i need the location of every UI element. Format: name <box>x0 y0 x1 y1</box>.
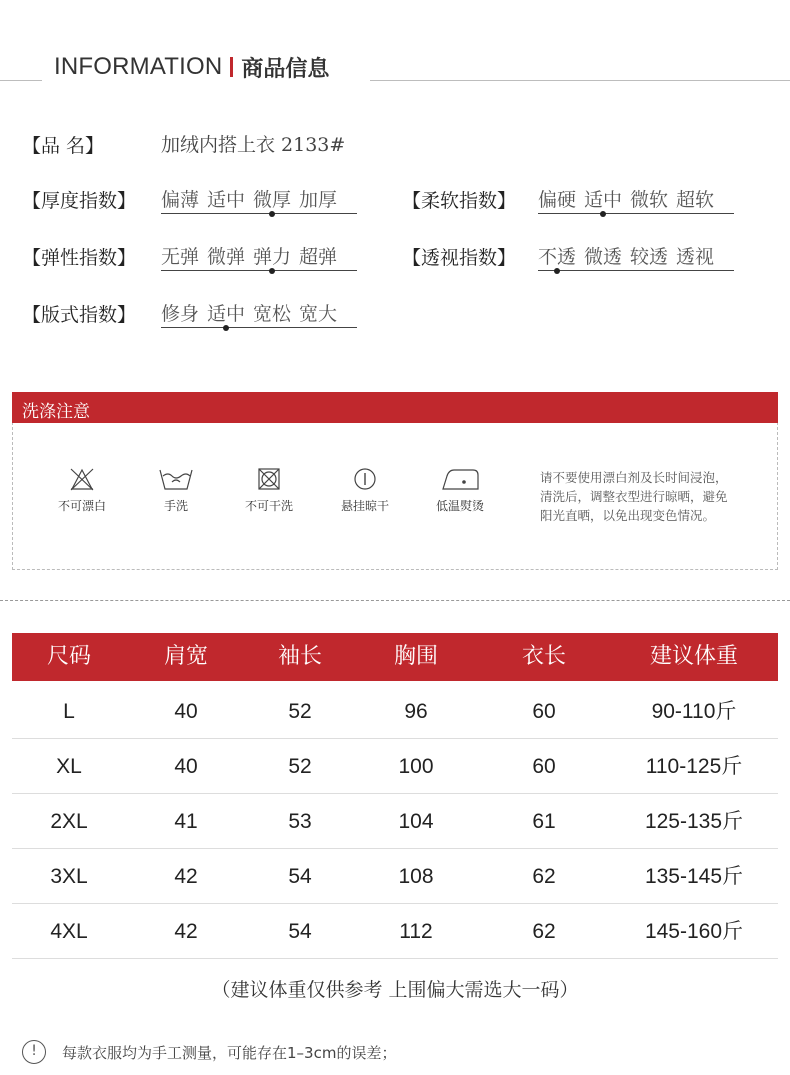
section-header <box>54 52 329 82</box>
low-iron-icon <box>440 467 480 491</box>
transparency-index-label: 【透视指数】 <box>402 247 517 269</box>
cell-chest: 112 <box>399 920 433 943</box>
elasticity-option: 无弹 <box>161 246 200 268</box>
care-label: 悬挂晾干 <box>340 499 389 513</box>
size-table-header <box>12 633 778 681</box>
disclaimer-text: 每款衣服均为手工测量，可能存在1–3cm的误差； <box>62 1043 397 1062</box>
header-line-left <box>0 80 42 81</box>
cell-shoulder: 42 <box>174 865 198 888</box>
length-column-header: 衣长 <box>521 644 566 669</box>
cell-shoulder: 41 <box>174 810 198 833</box>
wash-care-title: 洗涤注意 <box>22 402 90 422</box>
chest-column-header: 胸围 <box>393 644 438 669</box>
thickness-scale-marker <box>269 211 275 217</box>
thickness-option: 微厚 <box>253 189 292 211</box>
care-low-iron <box>415 467 505 514</box>
cell-chest: 108 <box>398 865 434 888</box>
cell-shoulder: 40 <box>174 755 198 778</box>
transparency-scale-line <box>538 270 734 271</box>
care-no-bleach <box>37 467 127 514</box>
thickness-scale <box>161 185 337 212</box>
cell-sleeve: 52 <box>288 700 312 723</box>
cell-size: XL <box>56 755 82 778</box>
fit-option: 宽松 <box>253 303 292 325</box>
no-bleach-icon <box>68 467 96 491</box>
wash-note-line: 请不要使用漂白剂及长时间浸泡， <box>540 470 728 485</box>
hand-wash-icon <box>158 467 194 491</box>
softness-index-label: 【柔软指数】 <box>402 190 517 212</box>
cell-shoulder: 42 <box>174 920 198 943</box>
weight-column-header: 建议体重 <box>649 644 738 669</box>
measurement-disclaimer <box>22 1040 396 1064</box>
header-line-right <box>370 80 790 81</box>
transparency-option: 透视 <box>676 246 715 268</box>
wash-note-line: 清洗后，调整衣型进行晾晒，避免 <box>540 489 728 504</box>
fit-scale-line <box>161 327 357 328</box>
cell-weight: 145-160斤 <box>644 920 744 943</box>
cell-weight: 125-135斤 <box>644 810 744 833</box>
shoulder-column-header: 肩宽 <box>163 644 208 669</box>
fit-option: 适中 <box>207 303 246 325</box>
elasticity-scale-line <box>161 270 357 271</box>
section-separator <box>0 600 790 601</box>
cell-chest: 104 <box>398 810 434 833</box>
exclamation-icon: ! <box>22 1040 46 1064</box>
cell-length: 62 <box>532 920 556 943</box>
elasticity-option: 弹力 <box>253 246 292 268</box>
cell-sleeve: 54 <box>288 865 312 888</box>
cell-sleeve: 54 <box>288 920 312 943</box>
cell-sleeve: 53 <box>288 810 312 833</box>
cell-length: 61 <box>532 810 556 833</box>
softness-option: 微软 <box>630 189 669 211</box>
transparency-option: 不透 <box>538 246 577 268</box>
table-row <box>12 849 778 904</box>
table-row <box>12 739 778 794</box>
thickness-scale-line <box>161 213 357 214</box>
header-divider <box>230 57 233 77</box>
care-label: 手洗 <box>163 499 188 513</box>
softness-option: 超软 <box>676 189 715 211</box>
elasticity-index-label: 【弹性指数】 <box>22 247 137 269</box>
cell-size: L <box>63 700 75 723</box>
transparency-scale-marker <box>554 268 560 274</box>
care-hang-dry <box>320 467 410 514</box>
cell-weight: 135-145斤 <box>644 865 744 888</box>
fit-option: 宽大 <box>299 303 338 325</box>
softness-scale <box>538 185 714 212</box>
cell-weight: 90-110斤 <box>651 700 737 723</box>
cell-length: 60 <box>532 700 556 723</box>
fit-index-label: 【版式指数】 <box>22 304 137 326</box>
softness-option: 偏硬 <box>538 189 577 211</box>
table-row <box>12 684 778 739</box>
cell-length: 60 <box>532 755 556 778</box>
elasticity-option: 超弹 <box>299 246 338 268</box>
size-column-header: 尺码 <box>46 644 91 669</box>
fit-scale-marker <box>223 325 229 331</box>
fit-option: 修身 <box>161 303 200 325</box>
thickness-option: 加厚 <box>299 189 338 211</box>
thickness-option: 适中 <box>207 189 246 211</box>
product-name-value: 加绒内搭上衣 2133# <box>161 134 346 156</box>
fit-scale <box>161 299 337 326</box>
cell-sleeve: 52 <box>288 755 312 778</box>
wash-note-line: 阳光直晒，以免出现变色情况。 <box>540 508 716 523</box>
care-label: 不可干洗 <box>244 499 293 513</box>
thickness-index-label: 【厚度指数】 <box>22 190 137 212</box>
care-label: 不可漂白 <box>57 499 106 513</box>
elasticity-option: 微弹 <box>207 246 246 268</box>
elasticity-scale <box>161 242 337 269</box>
cell-chest: 96 <box>404 700 428 723</box>
cell-shoulder: 40 <box>174 700 198 723</box>
table-row <box>12 904 778 959</box>
elasticity-scale-marker <box>269 268 275 274</box>
no-dry-clean-icon <box>255 467 283 491</box>
cell-chest: 100 <box>398 755 434 778</box>
product-name-label: 【品 名】 <box>22 135 105 157</box>
transparency-scale <box>538 242 714 269</box>
thickness-option: 偏薄 <box>161 189 200 211</box>
wash-care-header <box>12 392 778 423</box>
cell-size: 3XL <box>50 865 88 888</box>
softness-scale-marker <box>600 211 606 217</box>
transparency-option: 较透 <box>630 246 669 268</box>
size-table-note: （建议体重仅供参考 上围偏大需选大一码） <box>211 979 579 1001</box>
transparency-option: 微透 <box>584 246 623 268</box>
hang-dry-icon <box>351 467 379 491</box>
care-hand-wash <box>131 467 221 514</box>
care-no-dry-clean <box>224 467 314 514</box>
sleeve-column-header: 袖长 <box>277 644 322 669</box>
cell-size: 4XL <box>50 920 88 943</box>
care-label: 低温熨烫 <box>435 499 484 513</box>
cell-length: 62 <box>532 865 556 888</box>
wash-care-note <box>540 468 770 525</box>
softness-option: 适中 <box>584 189 623 211</box>
header-title-en: INFORMATION <box>54 53 223 80</box>
cell-size: 2XL <box>50 810 88 833</box>
header-title-cn: 商品信息 <box>241 56 330 82</box>
cell-weight: 110-125斤 <box>645 755 743 778</box>
table-row <box>12 794 778 849</box>
softness-scale-line <box>538 213 734 214</box>
